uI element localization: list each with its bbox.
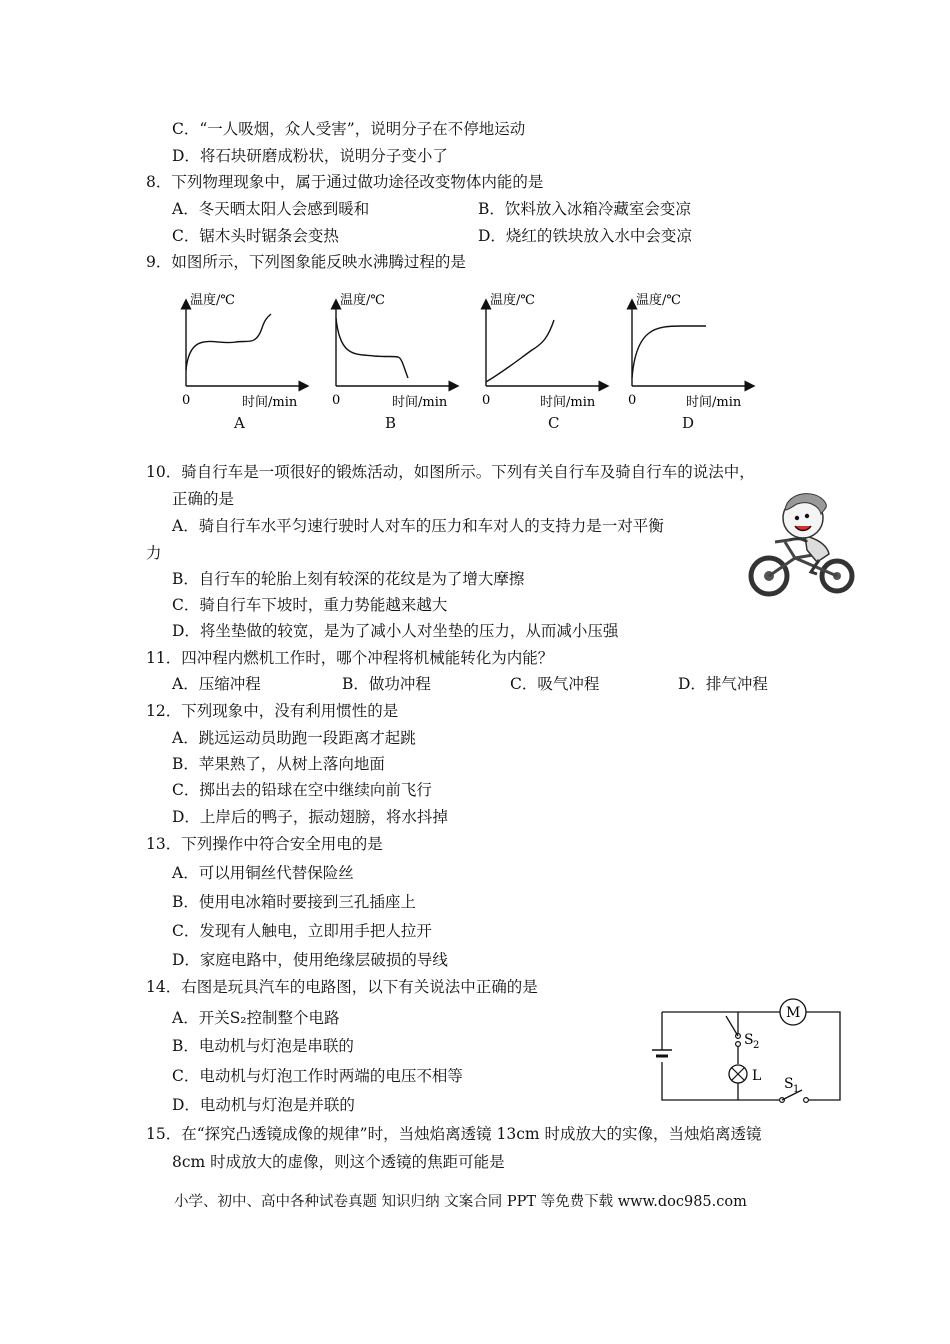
q14-stem: 14．右图是玩具汽车的电路图，以下有关说法中正确的是 [146, 978, 538, 996]
q10-option-a-cont: 力 [146, 544, 162, 562]
q11-option-b: B．做功冲程 [342, 675, 431, 693]
q13-stem: 13．下列操作中符合安全用电的是 [146, 835, 383, 853]
q11-option-d: D．排气冲程 [678, 675, 768, 693]
q7-option-d: D．将石块研磨成粉状，说明分子变小了 [172, 147, 448, 165]
graph-a-xlabel: 时间/min [242, 395, 298, 410]
graph-d-xlabel: 时间/min [686, 395, 742, 410]
graph-c [476, 288, 616, 417]
graph-d [622, 288, 762, 417]
graph-d-label: D [682, 414, 695, 432]
bicycle-rider-illustration [745, 488, 863, 602]
graph-b-label: B [385, 414, 397, 432]
graph-c-xlabel: 时间/min [540, 395, 596, 410]
q7-option-c: C．“一人吸烟，众人受害”，说明分子在不停地运动 [172, 120, 526, 138]
q14-option-d: D．电动机与灯泡是并联的 [172, 1096, 355, 1114]
graph-d-origin: 0 [628, 393, 637, 408]
graph-c-origin: 0 [482, 393, 491, 408]
q11-option-a: A．压缩冲程 [172, 675, 261, 693]
circuit-diagram [650, 994, 850, 1113]
graph-c-ylabel: 温度/℃ [490, 293, 535, 308]
graph-d-ylabel: 温度/℃ [636, 293, 681, 308]
motor-label: M [786, 1005, 801, 1021]
q10-option-a: A．骑自行车水平匀速行驶时人对车的压力和车对人的支持力是一对平衡 [172, 517, 664, 535]
q9-stem: 9．如图所示，下列图象能反映水沸腾过程的是 [146, 253, 466, 271]
q12-stem: 12．下列现象中，没有利用惯性的是 [146, 702, 399, 720]
graph-b [326, 288, 466, 417]
lamp-label: L [752, 1068, 762, 1084]
q14-option-c: C．电动机与灯泡工作时两端的电压不相等 [172, 1067, 463, 1085]
q10-option-d: D．将坐垫做的较宽，是为了减小人对坐垫的压力，从而减小压强 [172, 622, 619, 640]
q8-option-a: A．冬天晒太阳人会感到暖和 [172, 200, 370, 218]
graph-a-ylabel: 温度/℃ [190, 293, 235, 308]
q14-option-b: B．电动机与灯泡是串联的 [172, 1037, 354, 1055]
q11-stem: 11．四冲程内燃机工作时，哪个冲程将机械能转化为内能？ [146, 649, 554, 667]
graph-a-origin: 0 [182, 393, 191, 408]
q8-option-d: D．烧红的铁块放入水中会变凉 [478, 227, 692, 245]
q12-option-c: C．掷出去的铅球在空中继续向前飞行 [172, 781, 432, 799]
graph-a [176, 288, 316, 417]
q8-option-c: C．锯木头时锯条会变热 [172, 227, 339, 245]
q13-option-a: A．可以用铜丝代替保险丝 [172, 864, 354, 882]
q15-stem-line1: 15．在“探究凸透镜成像的规律”时，当烛焰离透镜 13cm 时成放大的实像，当烛焰离透镜 [146, 1125, 762, 1143]
q11-option-c: C．吸气冲程 [510, 675, 600, 693]
q8-option-b: B．饮料放入冰箱冷藏室会变凉 [478, 200, 691, 218]
q12-option-b: B．苹果熟了，从树上落向地面 [172, 755, 385, 773]
q12-option-a: A．跳远运动员助跑一段距离才起跳 [172, 729, 416, 747]
s2-label: S [744, 1032, 754, 1048]
graph-a-label: A [234, 414, 245, 432]
graph-b-xlabel: 时间/min [392, 395, 448, 410]
q12-option-d: D．上岸后的鸭子，振动翅膀，将水抖掉 [172, 808, 448, 826]
q14-option-a: A．开关S₂控制整个电路 [172, 1009, 340, 1027]
graph-b-origin: 0 [332, 393, 341, 408]
page-footer: 小学、初中、高中各种试卷真题 知识归纳 文案合同 PPT 等免费下载 www.doc985.com [174, 1194, 747, 1210]
graph-b-ylabel: 温度/℃ [340, 293, 385, 308]
q10-stem-line2: 正确的是 [172, 490, 235, 508]
q10-stem-line1: 10．骑自行车是一项很好的锻炼活动，如图所示。下列有关自行车及骑自行车的说法中， [146, 463, 755, 481]
s1-label: S [784, 1076, 794, 1092]
q10-option-b: B．自行车的轮胎上刻有较深的花纹是为了增大摩擦 [172, 570, 525, 588]
graph-c-label: C [548, 414, 560, 432]
s2-subscript: 2 [753, 1040, 760, 1051]
q13-option-b: B．使用电冰箱时要接到三孔插座上 [172, 893, 416, 911]
q15-stem-line2: 8cm 时成放大的虚像，则这个透镜的焦距可能是 [172, 1153, 505, 1171]
q10-option-c: C．骑自行车下坡时，重力势能越来越大 [172, 596, 448, 614]
s1-subscript: 1 [793, 1084, 800, 1095]
q13-option-c: C．发现有人触电，立即用手把人拉开 [172, 922, 432, 940]
q13-option-d: D．家庭电路中，使用绝缘层破损的导线 [172, 951, 448, 969]
q8-stem: 8．下列物理现象中，属于通过做功途径改变物体内能的是 [146, 173, 544, 191]
